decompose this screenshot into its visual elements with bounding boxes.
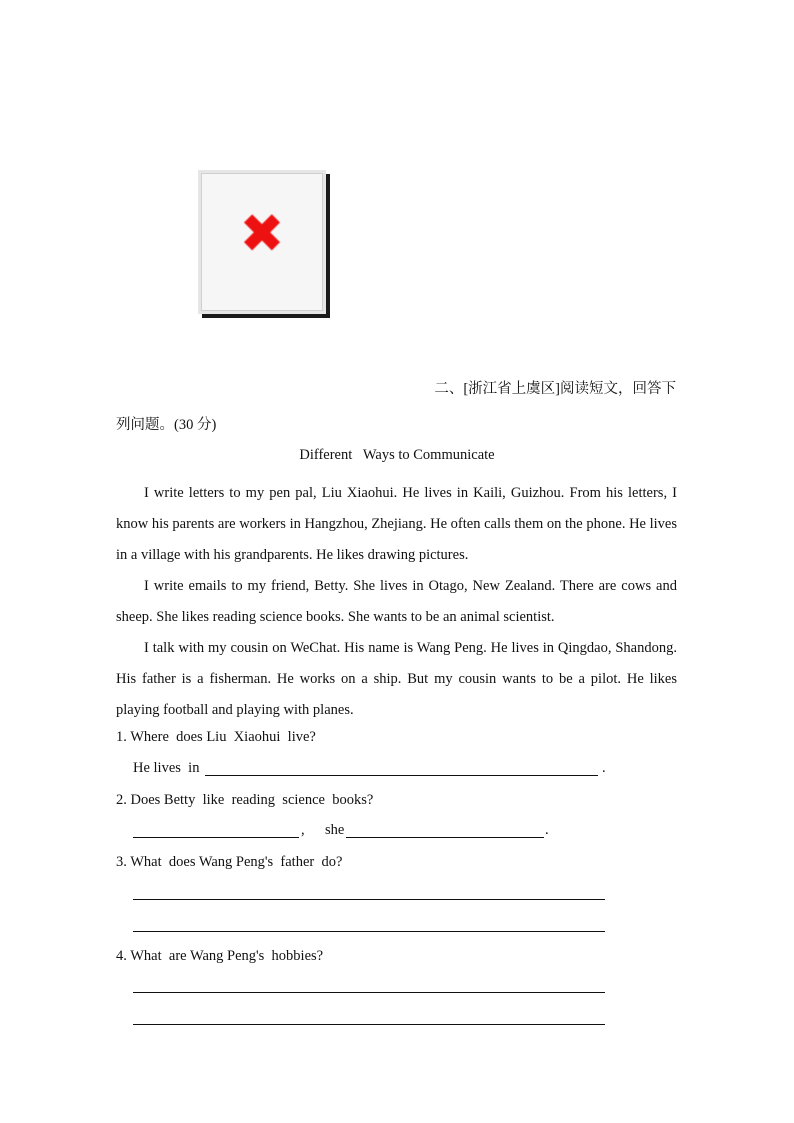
heading-line-2: 列问题。(30 分) <box>116 417 217 433</box>
question-3-text: 3. What does Wang Peng's father do? <box>116 854 343 870</box>
question-4 <box>116 945 676 967</box>
question-2-text: 2. Does Betty like reading science books? <box>116 792 374 808</box>
answer-3-line-2[interactable] <box>133 931 605 932</box>
answer-2-period: . <box>545 822 549 838</box>
answer-1-line[interactable] <box>205 775 598 776</box>
passage <box>116 478 677 726</box>
answer-2-she: she <box>325 822 345 838</box>
answer-4-line-1[interactable] <box>133 992 605 993</box>
paragraph-2: I write emails to my friend, Betty. She lives in Otago, New Zealand. There are cows and sheep. She likes reading science books. She wants to be an animal scientist. <box>116 578 677 625</box>
answer-2-line-b[interactable] <box>346 837 544 838</box>
broken-image <box>198 170 326 314</box>
heading-line-1: 二、[浙江省上虞区]阅读短文，回答下 <box>434 381 676 397</box>
passage-title: Different Ways to Communicate <box>299 447 495 463</box>
question-1-text: 1. Where does Liu Xiaohui live? <box>116 729 316 745</box>
paragraph-3: I talk with my cousin on WeChat. His name is Wang Peng. He lives in Qingdao, Shandong. His father is a fisherman. He works on a ship. But my cousin wants to be a pilot. He likes playing football and playing with planes. <box>116 640 677 718</box>
paragraph-1: I write letters to my pen pal, Liu Xiaohui. He lives in Kaili, Guizhou. From his letters, I know his parents are workers in Hangzhou, Zhejiang. He often calls them on the phone. He lives in a village with his grandparents. He likes drawing pictures. <box>116 485 677 563</box>
answer-3-line-1[interactable] <box>133 899 605 900</box>
answer-4-line-2[interactable] <box>133 1024 605 1025</box>
question-2 <box>116 789 676 811</box>
answer-2-line-a[interactable] <box>133 837 299 838</box>
question-3 <box>116 851 676 873</box>
answer-1-prefix: He lives in <box>133 760 200 776</box>
answer-1-period: . <box>602 760 606 776</box>
question-4-text: 4. What are Wang Peng's hobbies? <box>116 948 324 964</box>
question-1 <box>116 726 676 748</box>
section-heading <box>116 378 676 436</box>
broken-image-icon: ✖ <box>239 202 285 265</box>
answer-2-comma: , <box>301 822 305 838</box>
